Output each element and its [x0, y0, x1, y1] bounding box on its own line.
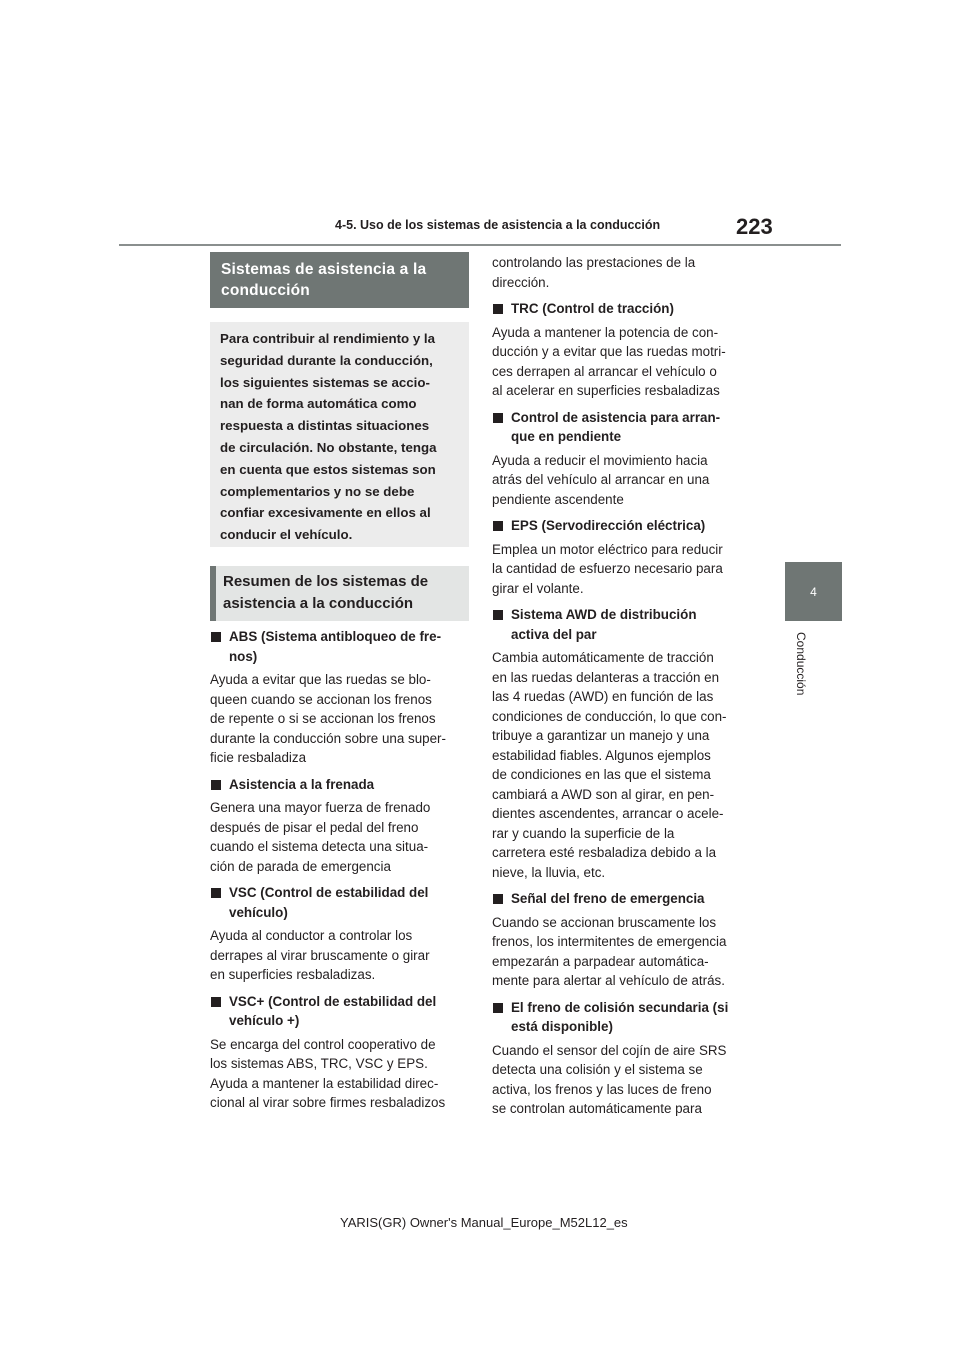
text-line: Ayuda a reducir el movimiento hacia	[492, 452, 708, 468]
text-line: girar el volante.	[492, 580, 584, 596]
square-bullet-icon	[493, 610, 503, 620]
heading-line: El freno de colisión secundaria (si	[511, 999, 729, 1015]
text-line: estabilidad fiables. Algunos ejemplos	[492, 747, 711, 763]
text-line: Se encarga del control cooperativo de	[210, 1036, 436, 1052]
section-heading-driving-assist	[210, 252, 469, 308]
intro-line: respuesta a distintas situaciones	[220, 418, 430, 434]
text-line: atrás del vehículo al arrancar en una	[492, 472, 710, 487]
square-bullet-icon	[493, 304, 503, 314]
system-entry	[492, 889, 746, 991]
heading-line: Control de asistencia para arran-	[511, 409, 721, 425]
system-description	[210, 670, 464, 768]
system-entry	[210, 992, 464, 1113]
heading-line: nos)	[229, 648, 258, 664]
text-line: de condiciones en las que el sistema	[492, 767, 711, 782]
text-line: se controlan automáticamente para	[492, 1101, 702, 1116]
heading-line: activa del par	[511, 626, 597, 642]
system-heading	[492, 408, 746, 447]
text-line: dientes ascendentes, arrancar o acele-	[492, 806, 724, 821]
text-line: rar y cuando la superficie de la	[492, 825, 675, 841]
text-line: activa, los frenos y las luces de freno	[492, 1081, 712, 1097]
square-bullet-icon	[493, 521, 503, 531]
text-line: al acelerar en superficies resbaladizas	[492, 383, 720, 398]
heading-line: EPS (Servodirección eléctrica)	[511, 518, 706, 533]
intro-box	[210, 322, 469, 547]
footer: YARIS(GR) Owner's Manual_Europe_M52L12_es	[340, 1215, 628, 1230]
square-bullet-icon	[211, 888, 221, 898]
system-description	[492, 540, 746, 599]
text-line: Ayuda a mantener la potencia de con-	[492, 324, 719, 340]
system-description	[492, 648, 746, 882]
text-line: Genera una mayor fuerza de frenado	[210, 800, 431, 815]
text-line: pendiente ascendente	[492, 491, 624, 507]
text-line: carretera esté resbaladiza debido a la	[492, 845, 717, 860]
heading-line: TRC (Control de tracción)	[511, 301, 674, 316]
text-line: Ayuda a mantener la estabilidad direc-	[210, 1075, 439, 1091]
heading-line: Señal del freno de emergencia	[511, 891, 705, 906]
system-entry	[492, 408, 746, 510]
intro-line: de circulación. No obstante, tenga	[220, 439, 437, 455]
text-line: la cantidad de esfuerzo necesario para	[492, 561, 723, 576]
system-description	[210, 1035, 464, 1113]
system-heading	[492, 605, 746, 644]
text-line: en superficies resbaladizas.	[210, 967, 376, 982]
system-entry	[210, 883, 464, 985]
intro-line: seguridad durante la conducción,	[220, 352, 433, 368]
text-line: de repente o si se accionan los frenos	[210, 711, 436, 726]
text-line: frenos, los intermitentes de emergencia	[492, 934, 727, 949]
text-line: las 4 ruedas (AWD) en función de las	[492, 689, 714, 704]
text-line: detecta una colisión y el sistema se	[492, 1062, 703, 1077]
chapter-label: Conducción	[794, 632, 808, 696]
heading-line: VSC+ (Control de estabilidad del	[229, 993, 437, 1009]
text-line: dirección.	[492, 274, 550, 290]
text-line: cional al virar sobre firmes resbaladizos	[210, 1095, 446, 1110]
system-heading	[210, 883, 464, 922]
square-bullet-icon	[493, 413, 503, 423]
system-description	[210, 798, 464, 876]
text-line: queen cuando se accionan los frenos	[210, 691, 432, 707]
heading-line: que en pendiente	[511, 429, 622, 444]
right-column	[492, 253, 746, 1126]
header-rule	[119, 244, 841, 246]
section-title: 4-5. Uso de los sistemas de asistencia a la conducción	[335, 218, 661, 232]
square-bullet-icon	[493, 1003, 503, 1013]
text-line: condiciones de conducción, lo que con-	[492, 708, 727, 724]
chapter-tab[interactable]	[785, 562, 842, 621]
text-line: Cuando se accionan bruscamente los	[492, 914, 717, 930]
chapter-number: 4	[810, 584, 817, 599]
text-line: nieve, la lluvia, etc.	[492, 864, 606, 880]
heading-line: Sistema AWD de distribución	[511, 607, 697, 622]
system-entry	[492, 998, 746, 1119]
square-bullet-icon	[211, 780, 221, 790]
text-line: controlando las prestaciones de la	[492, 255, 696, 270]
intro-line: conducir el vehículo.	[220, 527, 353, 543]
heading-line: vehículo)	[229, 904, 288, 920]
text-line: durante la conducción sobre una super-	[210, 730, 446, 746]
section-heading-line: conducción	[221, 282, 310, 299]
system-heading	[492, 299, 746, 319]
system-heading	[492, 889, 746, 909]
intro-line: confiar excesivamente en ellos al	[220, 505, 431, 521]
system-heading	[492, 516, 746, 536]
text-line: en las ruedas delanteras a tracción en	[492, 669, 720, 685]
section-heading-summary	[210, 566, 469, 621]
page-number: 223	[736, 214, 773, 239]
text-line: Ayuda a evitar que las ruedas se blo-	[210, 672, 431, 687]
heading-line: está disponible)	[511, 1019, 613, 1034]
system-heading	[492, 998, 746, 1037]
system-description	[492, 323, 746, 401]
system-heading	[210, 992, 464, 1031]
text-line: mente para alertar al vehículo de atrás.	[492, 973, 725, 988]
system-description	[492, 1041, 746, 1119]
text-line: derrapes al virar bruscamente o girar	[210, 947, 430, 963]
heading-line: vehículo +)	[229, 1013, 300, 1028]
system-description	[492, 451, 746, 510]
intro-line: los siguientes sistemas se accio-	[220, 374, 430, 390]
text-line: Emplea un motor eléctrico para reducir	[492, 541, 723, 557]
square-bullet-icon	[211, 997, 221, 1007]
system-entry	[492, 605, 746, 882]
text-line: empezarán a parpadear automática-	[492, 953, 709, 969]
text-line: los sistemas ABS, TRC, VSC y EPS.	[210, 1056, 428, 1071]
text-line: cambiará a AWD son al girar, en pen-	[492, 786, 715, 802]
system-entry	[210, 775, 464, 877]
text-line: ces derrapen al arrancar el vehículo o	[492, 363, 717, 379]
intro-line: complementarios y no se debe	[220, 483, 415, 499]
continuation-text	[492, 253, 746, 292]
intro-line: en cuenta que estos sistemas son	[220, 461, 436, 477]
system-heading	[210, 775, 464, 795]
text-line: cuando el sistema detecta una situa-	[210, 839, 429, 854]
square-bullet-icon	[493, 894, 503, 904]
heading-line: Asistencia a la frenada	[229, 776, 375, 792]
section-heading-line: Resumen de los sistemas de	[223, 573, 429, 590]
text-line: después de pisar el pedal del freno	[210, 819, 419, 835]
heading-line: VSC (Control de estabilidad del	[229, 885, 429, 900]
system-entry	[492, 299, 746, 401]
text-line: ficie resbaladiza	[210, 750, 307, 765]
heading-line: ABS (Sistema antibloqueo de fre-	[229, 629, 442, 644]
system-entry	[492, 516, 746, 598]
text-line: ción de parada de emergencia	[210, 858, 391, 874]
system-description	[210, 926, 464, 985]
intro-line: Para contribuir al rendimiento y la	[220, 331, 436, 346]
left-column	[210, 627, 464, 1120]
system-heading	[210, 627, 464, 666]
square-bullet-icon	[211, 632, 221, 642]
text-line: ducción y a evitar que las ruedas motri-	[492, 344, 726, 359]
section-heading-line: asistencia a la conducción	[223, 595, 414, 612]
text-line: Cambia automáticamente de tracción	[492, 650, 714, 665]
section-heading-line: Sistemas de asistencia a la	[221, 261, 427, 278]
system-description	[492, 913, 746, 991]
text-line: Cuando el sensor del cojín de aire SRS	[492, 1042, 727, 1058]
text-line: Ayuda al conductor a controlar los	[210, 928, 413, 943]
intro-line: nan de forma automática como	[220, 396, 417, 412]
text-line: tribuye a garantizar un manejo y una	[492, 728, 710, 743]
system-entry	[210, 627, 464, 768]
